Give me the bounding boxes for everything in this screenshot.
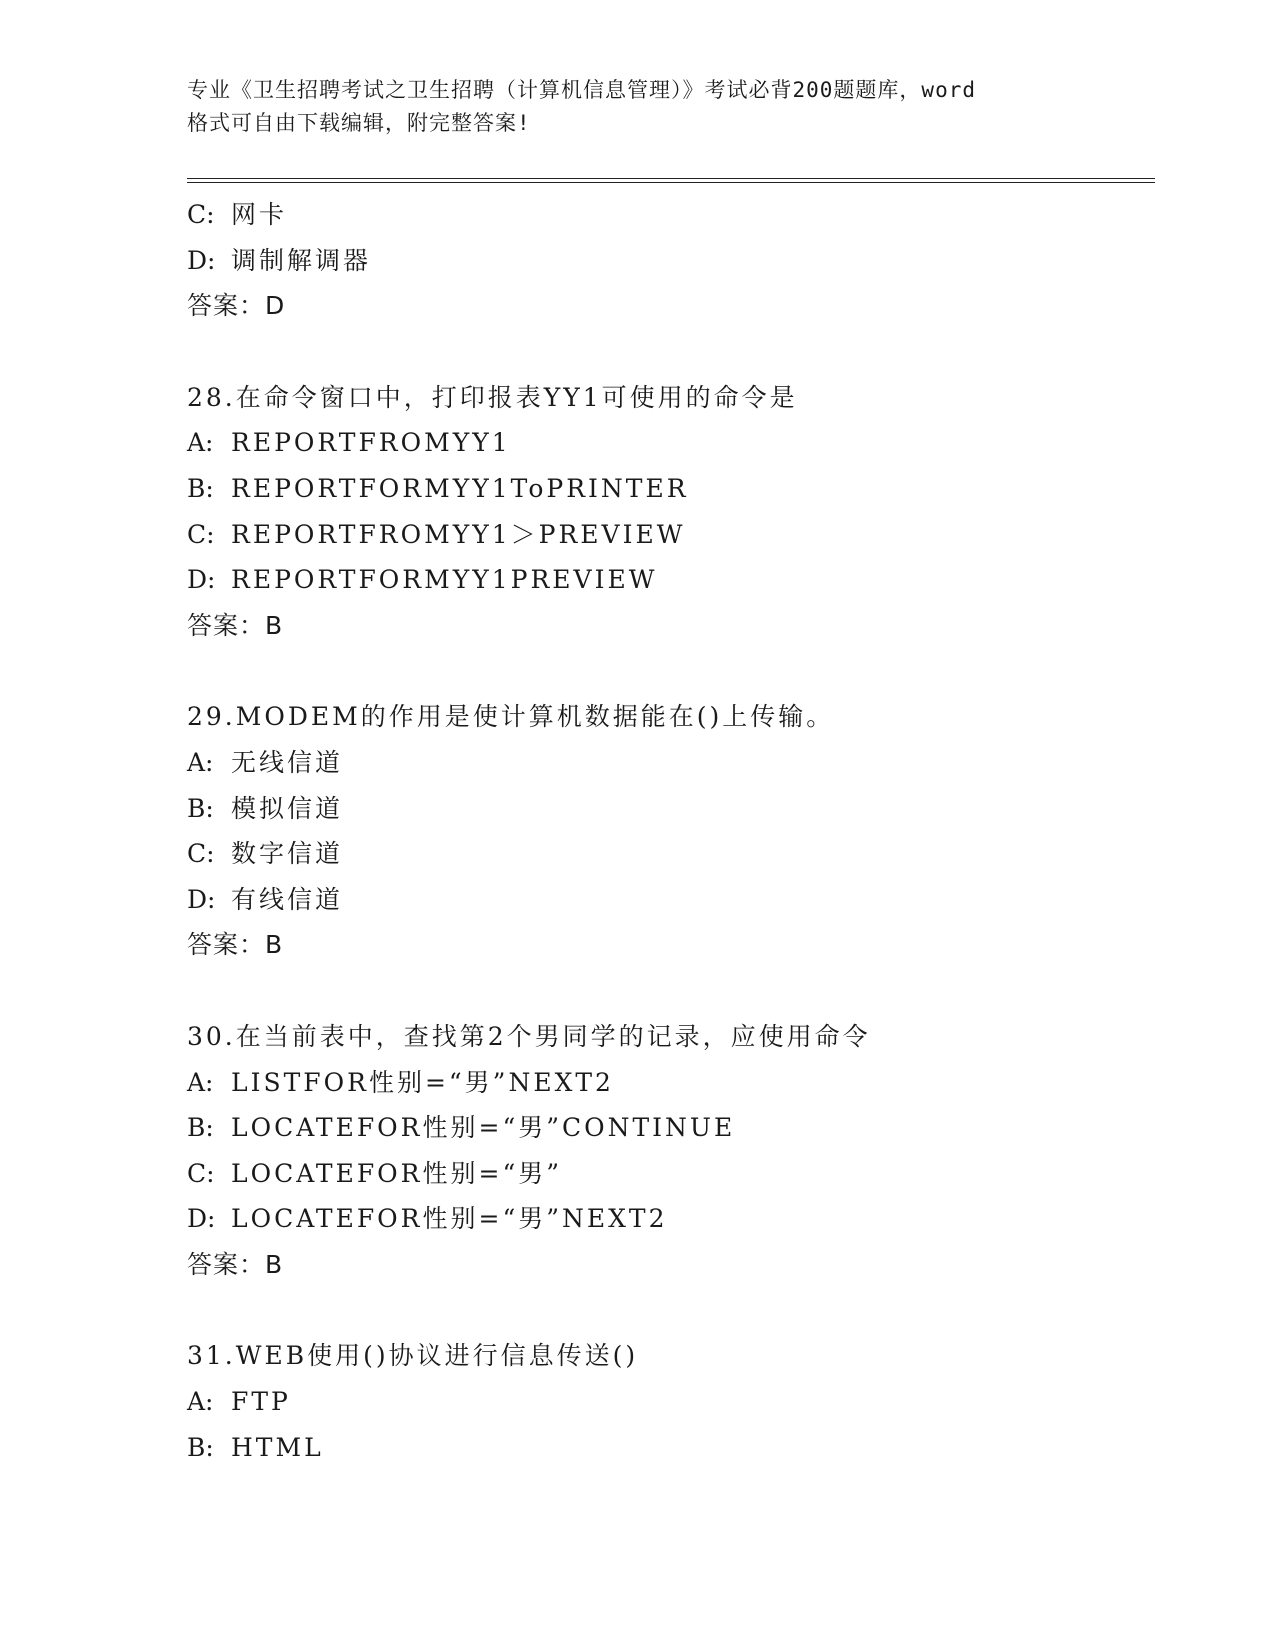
option-key: D:	[187, 1204, 216, 1234]
option-key: A:	[187, 428, 214, 458]
option-row	[187, 512, 1155, 558]
option-text: FTP	[231, 1387, 291, 1417]
option-key: A:	[187, 747, 214, 777]
option-key: B:	[187, 1432, 214, 1462]
question-spacer	[187, 648, 1155, 694]
option-row	[187, 831, 1155, 877]
header-title-line-1: 专业《卫生招聘考试之卫生招聘（计算机信息管理）》考试必背200题题库，word	[187, 78, 976, 102]
question-stem: 28.在命令窗口中，打印报表YY1可使用的命令是	[187, 382, 798, 412]
option-text: REPORTFORMYY1ToPRINTER	[231, 473, 689, 503]
answer-line: 答案：B	[187, 1249, 284, 1279]
option-key: C:	[187, 839, 215, 869]
option-text: REPORTFROMYY1＞PREVIEW	[231, 519, 686, 549]
option-row	[187, 740, 1155, 786]
option-row	[187, 466, 1155, 512]
question-list	[187, 192, 1155, 1470]
option-text: 数字信道	[231, 839, 344, 869]
page-header	[187, 74, 1087, 140]
question-spacer	[187, 329, 1155, 375]
header-divider	[187, 178, 1155, 183]
question-spacer	[187, 968, 1155, 1014]
option-text: REPORTFROMYY1	[231, 428, 511, 458]
option-text: REPORTFORMYY1PREVIEW	[231, 565, 658, 595]
answer-line: 答案：B	[187, 930, 284, 960]
question-stem: 30.在当前表中，查找第2个男同学的记录，应使用命令	[187, 1021, 871, 1051]
option-row	[187, 192, 1155, 238]
option-row	[187, 1196, 1155, 1242]
option-row	[187, 238, 1155, 284]
option-text: LOCATEFOR性别=“男”	[231, 1158, 563, 1188]
option-row	[187, 1151, 1155, 1197]
option-row	[187, 557, 1155, 603]
option-text: 调制解调器	[231, 245, 372, 275]
option-key: C:	[187, 200, 215, 229]
option-key: B:	[187, 473, 214, 503]
option-row	[187, 1105, 1155, 1151]
option-key: A:	[187, 1387, 214, 1417]
option-text: HTML	[231, 1432, 324, 1462]
answer-line: 答案：D	[187, 291, 286, 321]
option-key: C:	[187, 1158, 215, 1188]
question-spacer	[187, 1287, 1155, 1333]
option-text: LOCATEFOR性别=“男”CONTINUE	[231, 1113, 736, 1143]
option-key: B:	[187, 1113, 214, 1143]
option-key: D:	[187, 884, 216, 914]
option-key: B:	[187, 793, 214, 823]
option-key: D:	[187, 245, 216, 275]
option-row	[187, 1060, 1155, 1106]
option-text: LISTFOR性别=“男”NEXT2	[231, 1067, 614, 1097]
question-stem: 29.MODEM的作用是使计算机数据能在()上传输。	[187, 702, 835, 732]
header-title-line-2: 格式可自由下载编辑，附完整答案!	[187, 111, 531, 135]
option-text: 无线信道	[231, 747, 344, 777]
question-stem: 31.WEB使用()协议进行信息传送()	[187, 1341, 639, 1371]
option-row	[187, 877, 1155, 923]
option-key: C:	[187, 519, 215, 549]
option-text: 有线信道	[231, 884, 344, 914]
option-text: LOCATEFOR性别=“男”NEXT2	[231, 1204, 668, 1234]
option-text: 模拟信道	[231, 793, 344, 823]
option-row	[187, 1425, 1155, 1471]
option-row	[187, 786, 1155, 832]
option-row	[187, 420, 1155, 466]
option-row	[187, 1379, 1155, 1425]
option-text: 网卡	[231, 200, 288, 229]
option-key: A:	[187, 1067, 214, 1097]
option-key: D:	[187, 565, 216, 595]
answer-line: 答案：B	[187, 610, 284, 640]
